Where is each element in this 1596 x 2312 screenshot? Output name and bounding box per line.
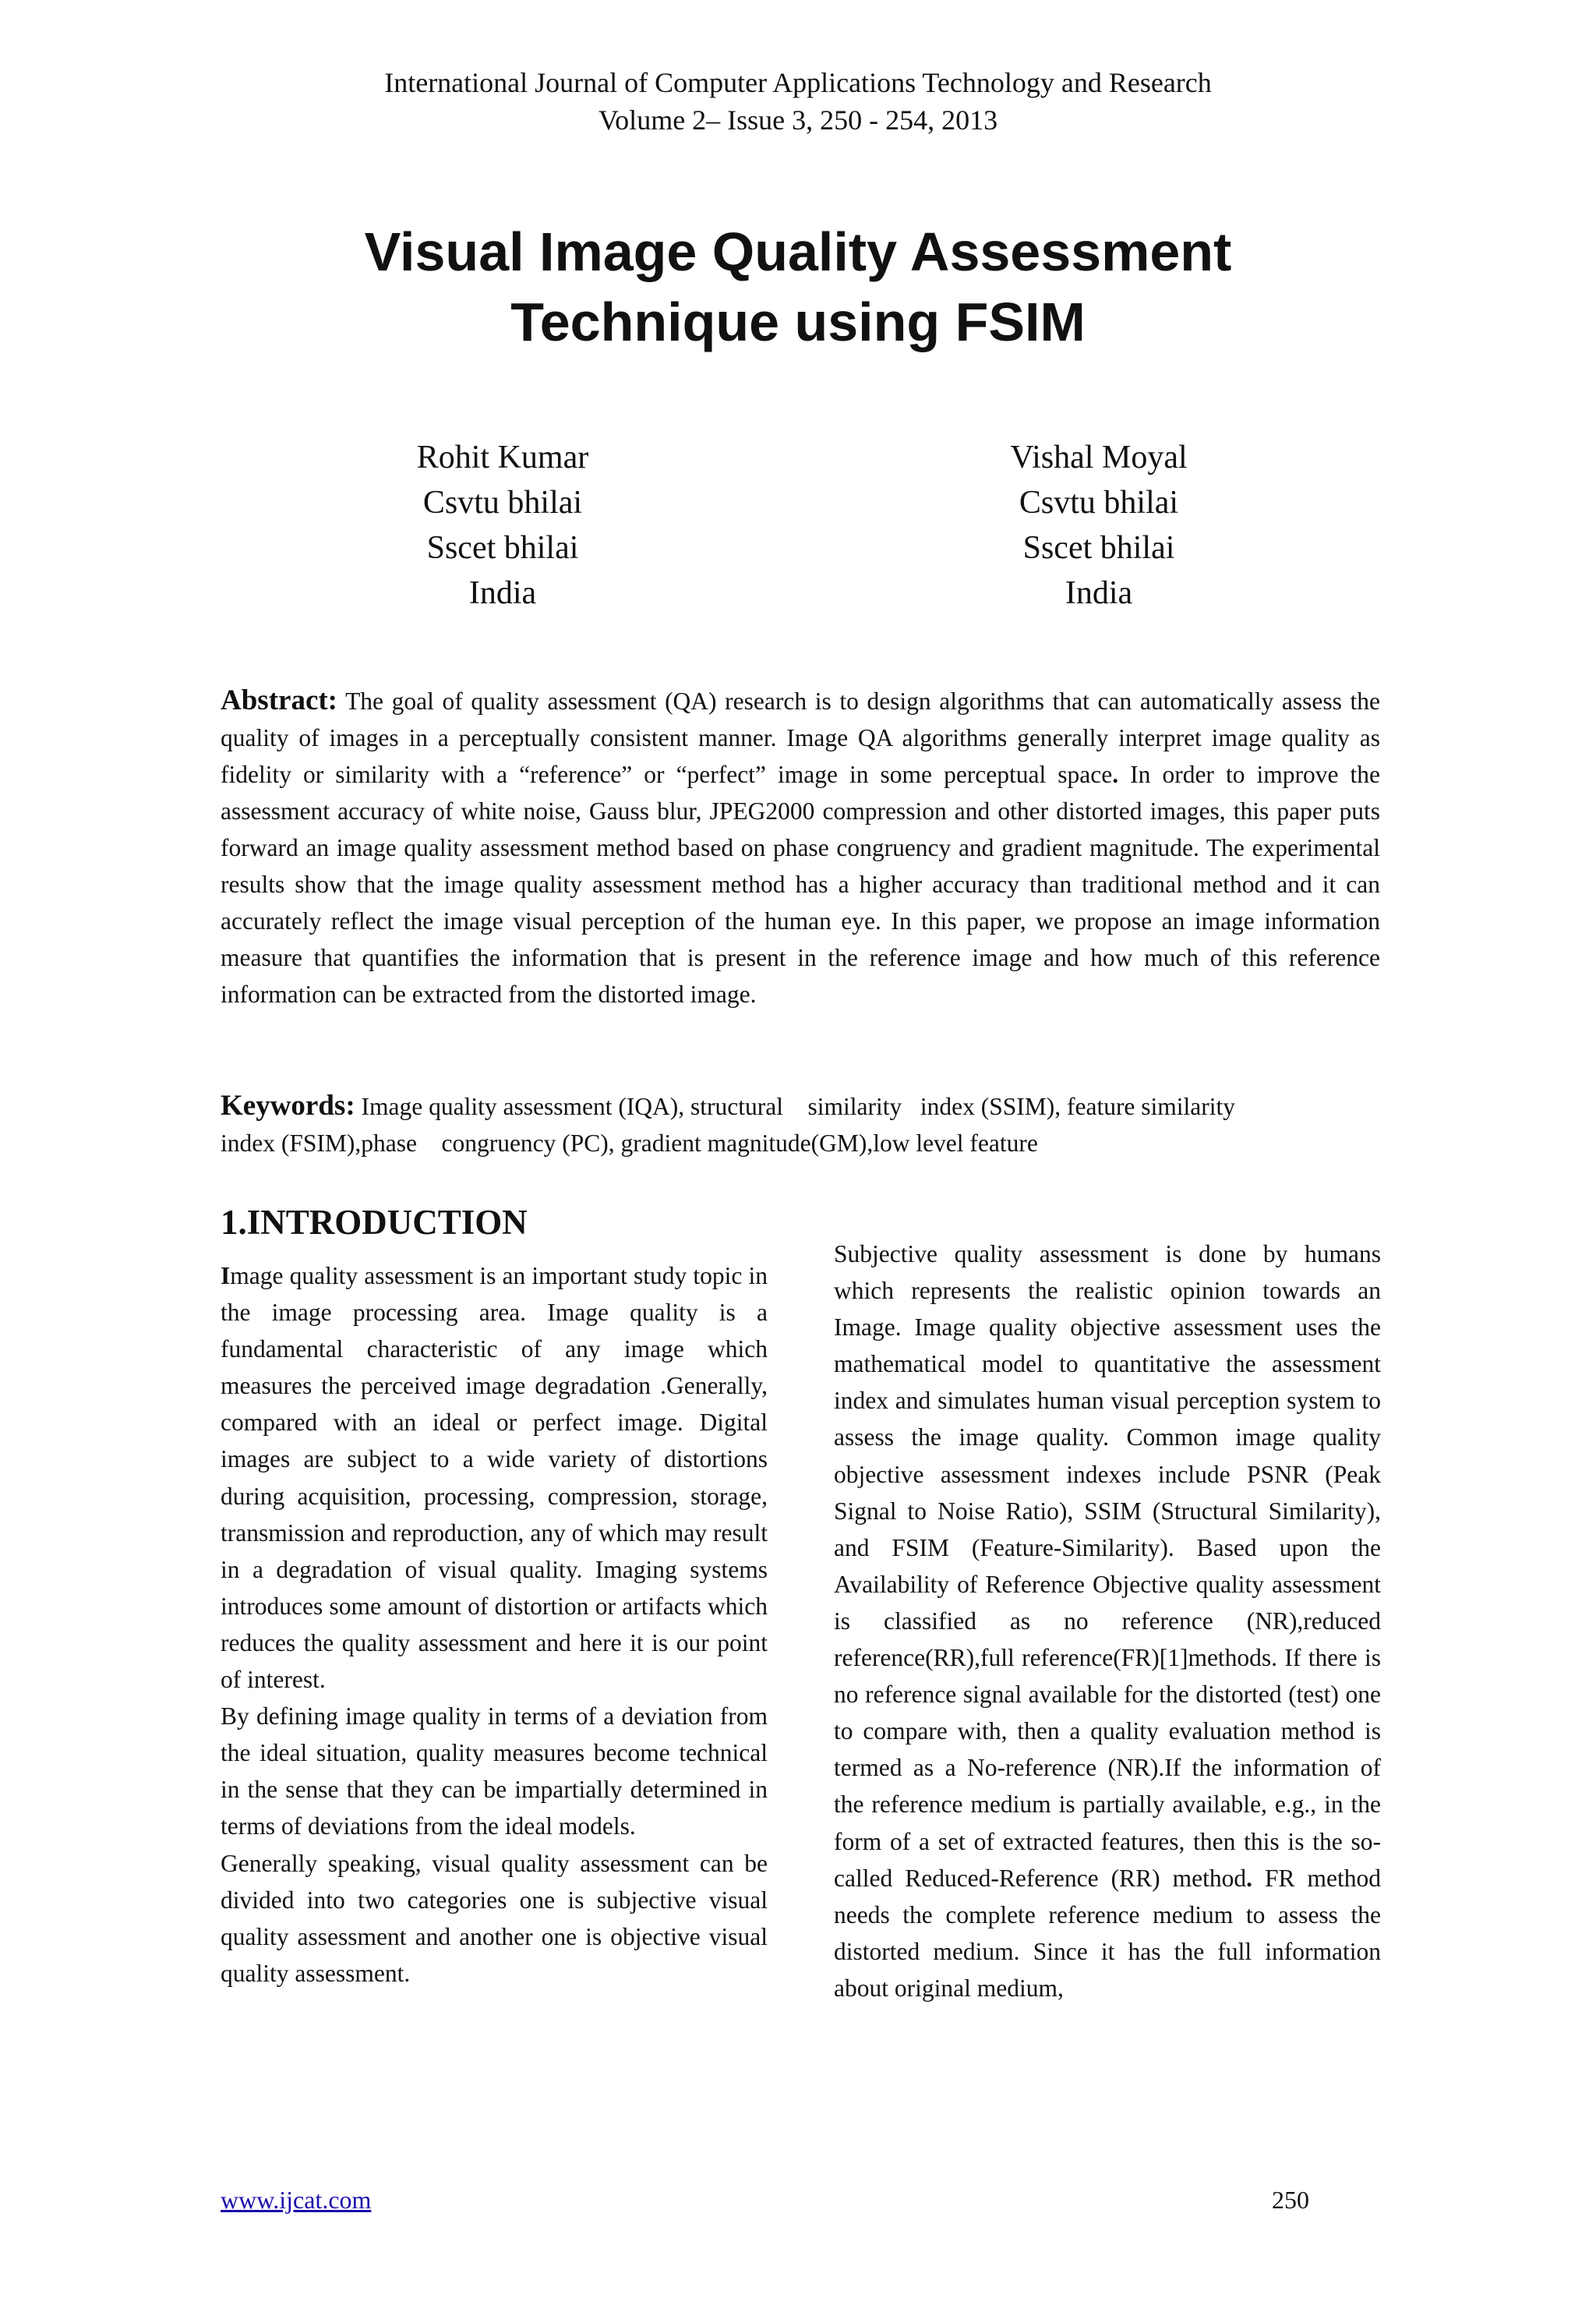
author-country: India	[468, 575, 537, 611]
right-column	[834, 1236, 1381, 2006]
author-college: Sscet bhilai	[426, 530, 579, 566]
journal-volume: Volume 2– Issue 3, 250 - 254, 2013	[598, 104, 998, 136]
paper-title	[0, 217, 1596, 357]
keywords-line-2: index (FSIM),phase congruency (PC), gradient magnitude(GM),low level feature	[221, 1129, 1038, 1157]
author-country: India	[1065, 575, 1133, 611]
author-name: Vishal Moyal	[1010, 440, 1188, 475]
title-line-2: Technique using FSIM	[510, 292, 1086, 352]
journal-header	[0, 64, 1596, 139]
section-heading-introduction: 1.INTRODUCTION	[221, 1203, 528, 1242]
author-university: Csvtu bhilai	[422, 485, 583, 521]
abstract-label: Abstract:	[221, 684, 338, 716]
keywords-label: Keywords:	[221, 1090, 355, 1122]
intro-paragraph-4-text-2: FR method needs the complete reference medium to assess the distorted medium. Since it has the full information about original medium,	[834, 1864, 1381, 2002]
abstract-period: .	[1112, 761, 1119, 788]
journal-website-link[interactable]: www.ijcat.com	[221, 2186, 372, 2214]
keywords-text-1: Image quality assessment (IQA), structural similarity index (SSIM), feature similarity	[355, 1093, 1236, 1120]
intro-paragraph-4-text-1: Subjective quality assessment is done by humans which represents the realistic opinion towards an Image. Image quality objective assessment uses the mathematical model to quantitative the assessment index and simulates human visual perception system to assess the image quality. Common image quality objective assessment indexes include PSNR (Peak Signal to Noise Ratio), SSIM (Structural Similarity), and FSIM (Feature-Similarity). Based upon the Availability of Reference Objective quality assessment is classified as no reference (NR),reduced reference(RR),full reference(FR)[1]methods. If there is no reference signal available for the distorted (test) one to compare with, then a quality evaluation method is termed as a No-reference (NR).If the information of the reference medium is partially available, e.g., in the form of a set of extracted features, then this is the so-called Reduced-Reference (RR) method	[834, 1240, 1381, 1892]
author-block-1	[300, 435, 705, 616]
intro-paragraph-2: By defining image quality in terms of a deviation from the ideal situation, quality measures become technical in the sense that they can be impartially determined in terms of deviations from the ideal models.	[221, 1702, 768, 1840]
author-university: Csvtu bhilai	[1019, 485, 1179, 521]
intro-paragraph-4-period: .	[1246, 1864, 1252, 1892]
author-block-2	[896, 435, 1301, 616]
author-name: Rohit Kumar	[416, 440, 589, 475]
abstract-text-2: In order to improve the assessment accuracy of white noise, Gauss blur, JPEG2000 compression and other distorted images, this paper puts forward an image quality assessment method based on phase congruency and gradient magnitude. The experimental results show that the image quality assessment method has a higher accuracy than traditional method and it can accurately reflect the image visual perception of the human eye. In this paper, we propose an image information measure that quantifies the information that is present in the reference image and how much of this reference information can be extracted from the distorted image.	[221, 761, 1380, 1008]
intro-paragraph-3: Generally speaking, visual quality assessment can be divided into two categories one is subjective visual quality assessment and another one is objective visual quality assessment.	[221, 1849, 768, 1987]
keywords	[221, 1087, 1380, 1161]
intro-paragraph-4	[834, 1236, 1381, 2006]
intro-initial-letter: I	[221, 1262, 231, 1289]
abstract	[221, 682, 1380, 1013]
intro-paragraph-1-text: mage quality assessment is an important study topic in the image processing area. Image quality is a fundamental characteristic of any image which measures the perceived image degradation .Generally, compared with an ideal or perfect image. Digital images are subject to a wide variety of distortions during acquisition, processing, compression, storage, transmission and reproduction, any of which may result in a degradation of visual quality. Imaging systems introduces some amount of distortion or artifacts which reduces the quality assessment and here it is our point of interest.	[221, 1262, 768, 1694]
page-number: 250	[1272, 2186, 1309, 2214]
left-column	[221, 1257, 768, 1992]
journal-name: International Journal of Computer Applications Technology and Research	[384, 67, 1212, 98]
intro-paragraph-1	[221, 1257, 768, 1698]
title-line-1: Visual Image Quality Assessment	[364, 221, 1232, 282]
author-college: Sscet bhilai	[1022, 530, 1175, 566]
abstract-text-1: The goal of quality assessment (QA) research is to design algorithms that can automatically assess the quality of images in a perceptually consistent manner. Image QA algorithms generally interpret image quality as fidelity or similarity with a “reference” or “perfect” image in some perceptual space	[221, 688, 1380, 788]
keywords-line-1	[221, 1087, 1380, 1125]
